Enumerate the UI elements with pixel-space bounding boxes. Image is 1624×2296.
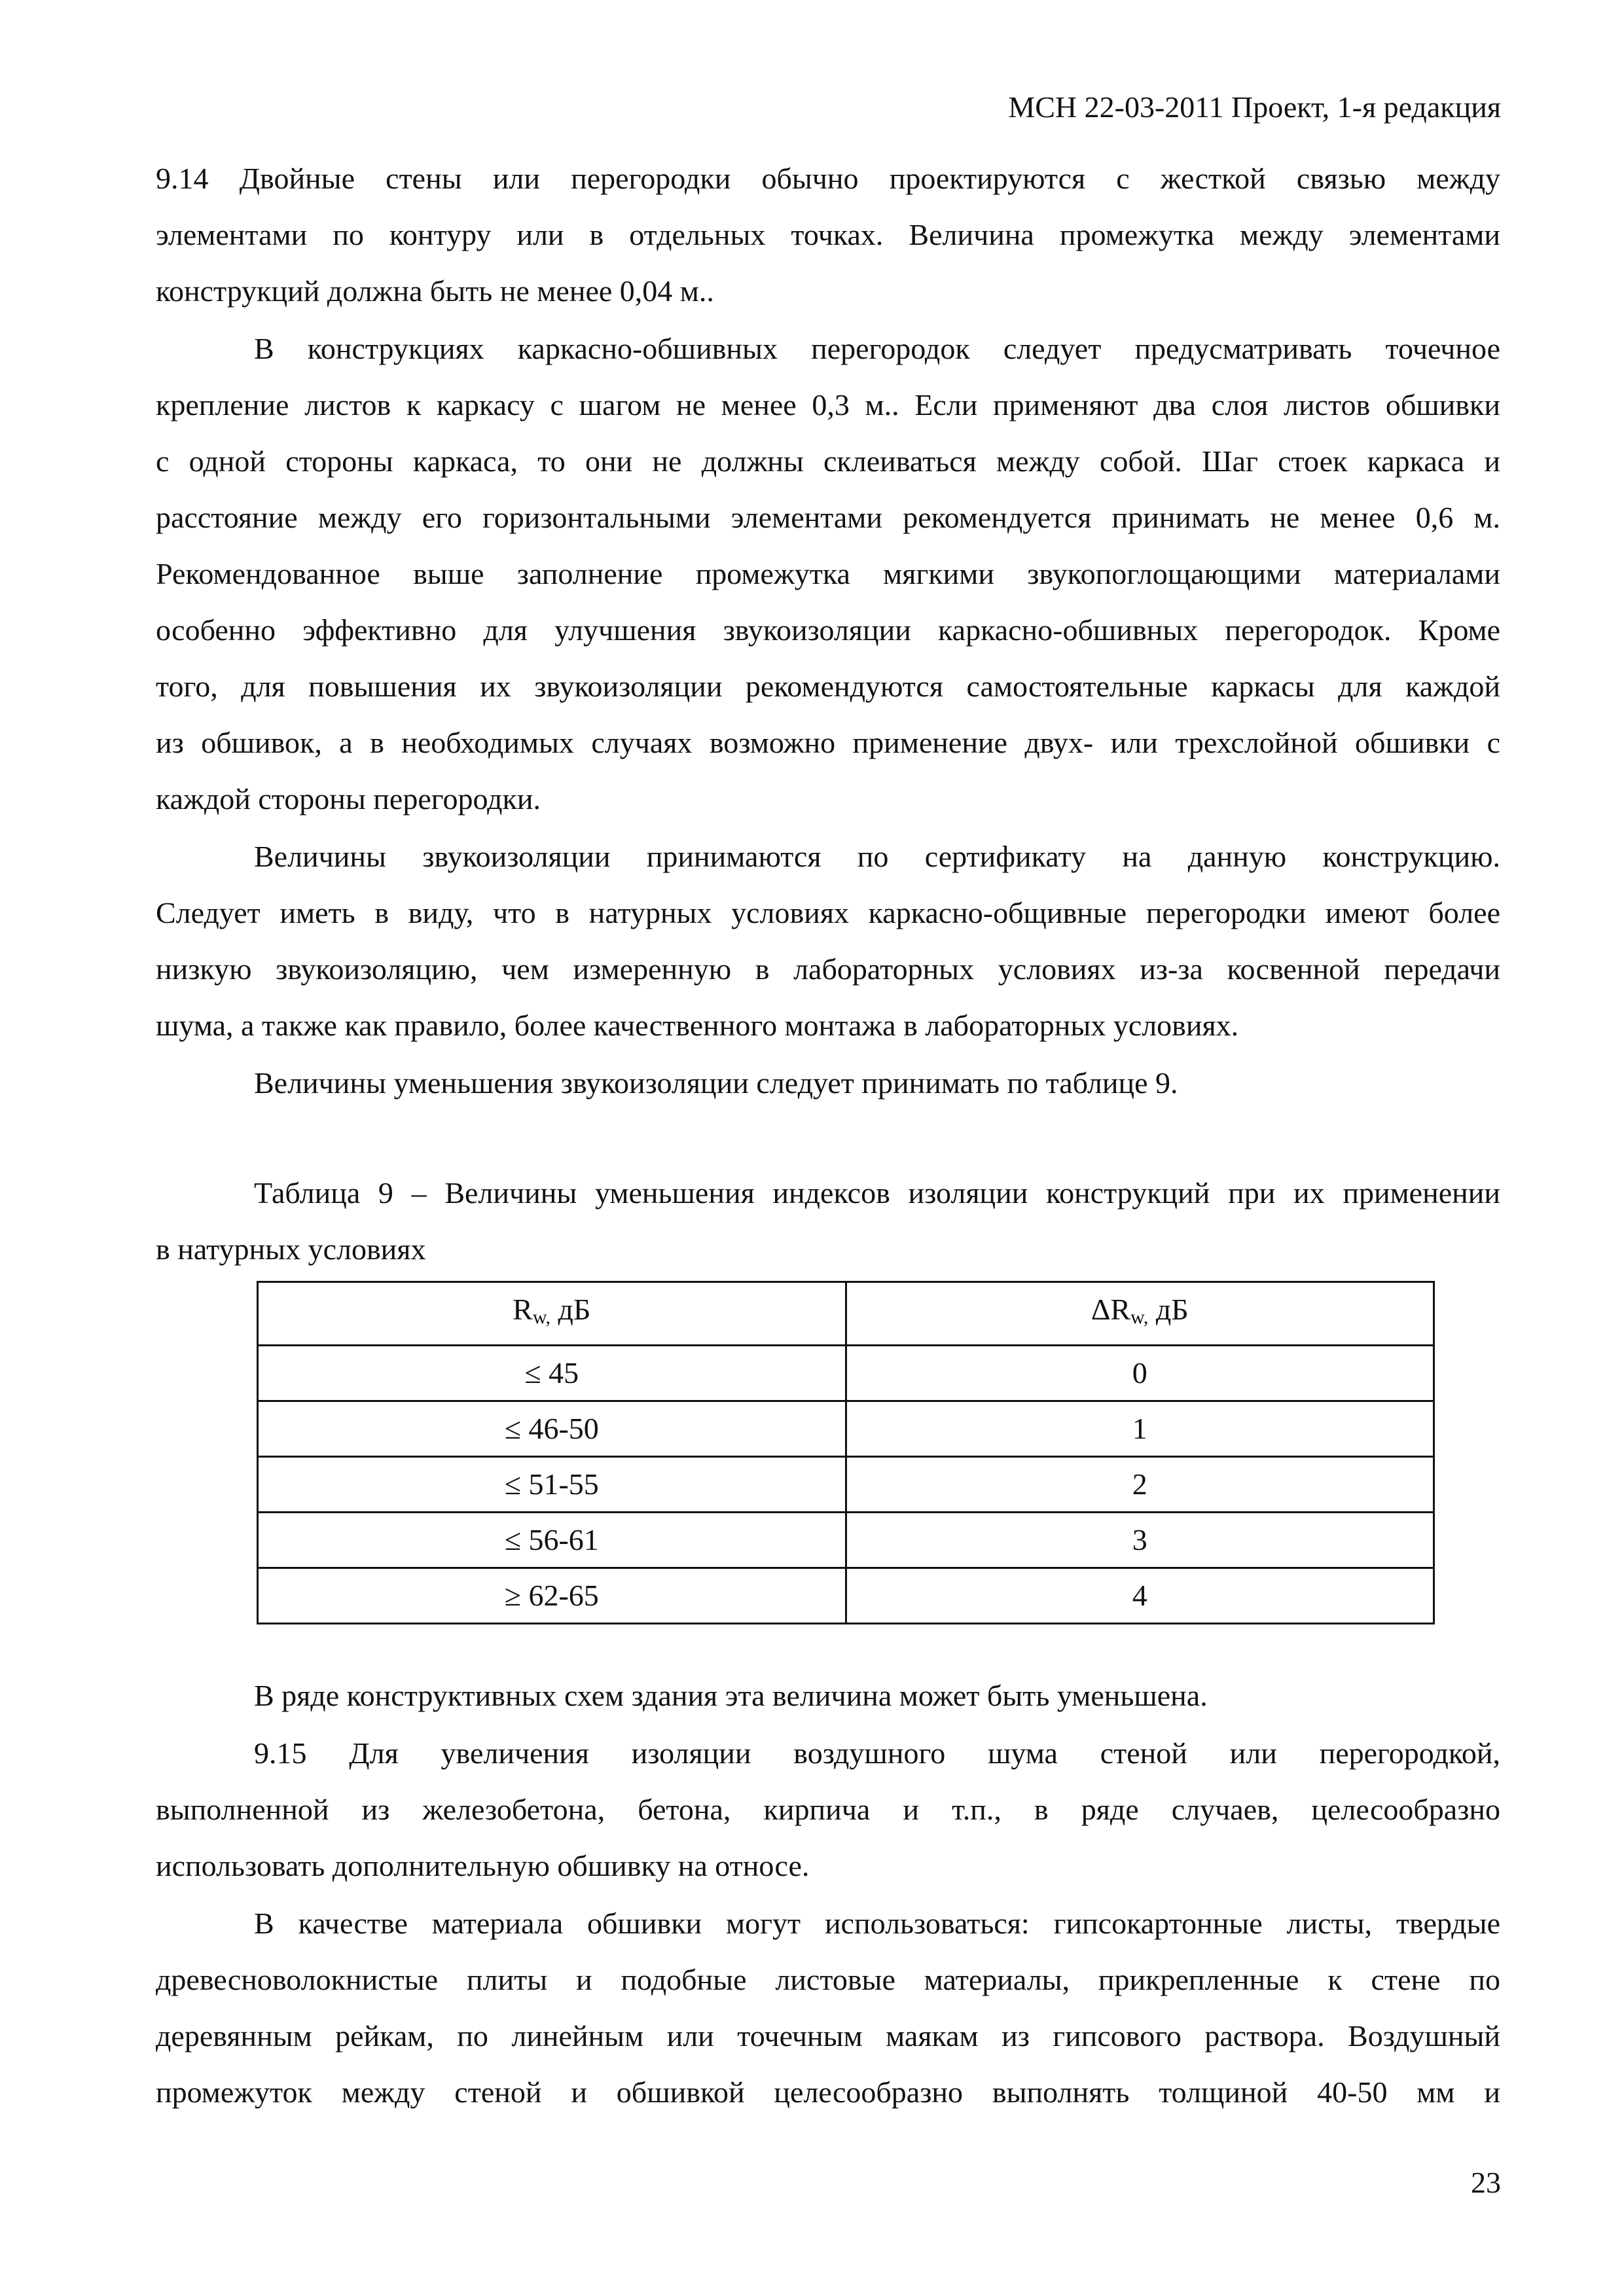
table-row — [258, 1401, 1434, 1457]
paragraph-sound-insulation — [156, 829, 1500, 1054]
table-cell: ≤ 45 — [258, 1346, 846, 1401]
text-line: крепление листов к каркасу с шагом не менее 0,3 м.. Если применяют два слоя листов обшивки — [156, 388, 1500, 422]
text-line: 9.14 Двойные стены или перегородки обычно проектируются с жесткой связью между — [156, 162, 1500, 195]
text-line: деревянным рейкам, по линейным или точечным маякам из гипсового раствора. Воздушный — [156, 2019, 1500, 2053]
table-header-row — [258, 1282, 1434, 1346]
paragraph-table-reference — [156, 1055, 1500, 1111]
text-line: В ряде конструктивных схем здания эта величина может быть уменьшена. — [254, 1679, 1208, 1712]
text-line: из обшивок, а в необходимых случаях возможно применение двух- или трехслойной обшивки с — [156, 726, 1500, 759]
table-cell: ≤ 56-61 — [258, 1513, 846, 1568]
paragraph-9-15 — [156, 1725, 1500, 1894]
table-cell: ≤ 46-50 — [258, 1401, 846, 1457]
table-cell: 4 — [846, 1568, 1434, 1624]
text-line: использовать дополнительную обшивку на относе. — [156, 1849, 810, 1882]
table-caption — [156, 1165, 1500, 1278]
table-row — [258, 1457, 1434, 1513]
text-line: промежуток между стеной и обшивкой целесообразно выполнять толщиной 40-50 мм и — [156, 2075, 1500, 2109]
text-line: особенно эффективно для улучшения звукоизоляции каркасно-обшивных перегородок. Кроме — [156, 613, 1500, 647]
paragraph-frame-partitions — [156, 321, 1500, 827]
text-line: выполненной из железобетона, бетона, кирпича и т.п., в ряде случаев, целесообразно — [156, 1793, 1500, 1826]
text-line: низкую звукоизоляцию, чем измеренную в лабораторных условиях из-за косвенной передачи — [156, 952, 1500, 986]
page-number: 23 — [1471, 2166, 1501, 2199]
table-cell: 3 — [846, 1513, 1434, 1568]
table-cell: 1 — [846, 1401, 1434, 1457]
text-line: каждой стороны перегородки. — [156, 782, 541, 816]
table-cell: ≤ 51-55 — [258, 1457, 846, 1513]
text-line: конструкций должна быть не менее 0,04 м.. — [156, 274, 714, 308]
paragraph-cladding-materials — [156, 1895, 1500, 2121]
text-line: В качестве материала обшивки могут использоваться: гипсокартонные листы, твердые — [254, 1907, 1500, 1940]
text-line: того, для повышения их звукоизоляции рекомендуются самостоятельные каркасы для каждой — [156, 670, 1500, 703]
text-line: расстояние между его горизонтальными элементами рекомендуется принимать не менее 0,6 м. — [156, 501, 1500, 534]
text-line: элементами по контуру или в отдельных точках. Величина промежутка между элементами — [156, 218, 1500, 251]
table-cell: 0 — [846, 1346, 1434, 1401]
table-cell: 2 — [846, 1457, 1434, 1513]
table-row — [258, 1568, 1434, 1624]
header-rw: $R_{w,}$ дБ — [258, 1282, 846, 1346]
running-header: МСН 22-03-2011 Проект, 1-я редакция — [1008, 90, 1501, 124]
header-delta-rw: $\Delta R_{w,}$ дБ — [846, 1282, 1434, 1346]
table-row — [258, 1513, 1434, 1568]
text-line: Рекомендованное выше заполнение промежутка мягкими звукопоглощающими материалами — [156, 557, 1500, 590]
table-cell: ≥ 62-65 — [258, 1568, 846, 1624]
text-line: с одной стороны каркаса, то они не должны склеиваться между собой. Шаг стоек каркаса и — [156, 444, 1500, 478]
table-row — [258, 1346, 1434, 1401]
text-line: Величины звукоизоляции принимаются по сертификату на данную конструкцию. — [254, 840, 1500, 873]
text-line: шума, а также как правило, более качественного монтажа в лабораторных условиях. — [156, 1009, 1239, 1042]
text-line: 9.15 Для увеличения изоляции воздушного шума стеной или перегородкой, — [254, 1736, 1500, 1770]
text-line: Следует иметь в виду, что в натурных условиях каркасно-общивные перегородки имеют более — [156, 896, 1500, 929]
text-line: Величины уменьшения звукоизоляции следует принимать по таблице 9. — [254, 1066, 1178, 1100]
text-line: В конструкциях каркасно-обшивных перегородок следует предусматривать точечное — [254, 332, 1500, 365]
table-caption-line: Таблица 9 – Величины уменьшения индексов изоляции конструкций при их применении — [254, 1176, 1500, 1210]
table-caption-line: в натурных условиях — [156, 1232, 426, 1266]
paragraph-9-14 — [156, 151, 1500, 319]
table-9 — [257, 1281, 1435, 1624]
paragraph-may-be-reduced — [156, 1668, 1500, 1724]
text-line: древесноволокнистые плиты и подобные листовые материалы, прикрепленные к стене по — [156, 1963, 1500, 1996]
